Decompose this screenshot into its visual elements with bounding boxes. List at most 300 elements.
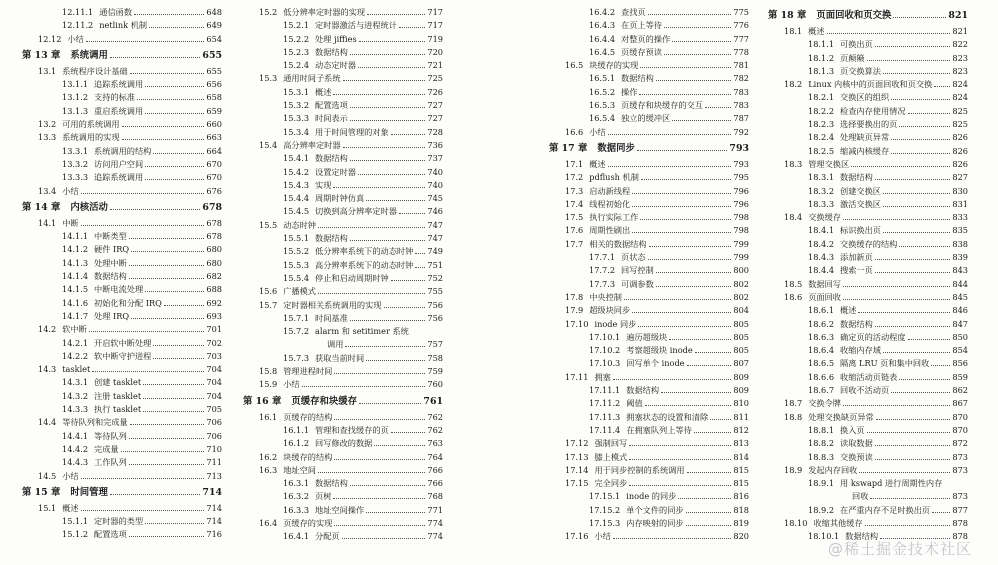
- toc-entry[interactable]: [22, 443, 222, 456]
- entry-number: 18.7: [784, 398, 803, 409]
- toc-entry[interactable]: [243, 504, 443, 517]
- page-number: 793: [733, 158, 749, 169]
- toc-entry[interactable]: [22, 363, 222, 376]
- entry-number: 15.4.5: [283, 206, 310, 217]
- entry-number: 18.8.1: [808, 424, 835, 435]
- toc-entry[interactable]: [768, 38, 968, 51]
- leader-dots: [367, 14, 425, 15]
- leader-dots: [649, 246, 732, 247]
- entry-number: 14.1.3: [62, 257, 89, 268]
- toc-entry[interactable]: [22, 470, 222, 483]
- entry-number: 18.4.4: [808, 265, 835, 276]
- entry-number: 16.2: [259, 451, 278, 462]
- toc-entry[interactable]: [768, 158, 968, 171]
- toc-entry[interactable]: [549, 238, 749, 251]
- entry-title: 超级块同步: [589, 305, 631, 316]
- toc-entry[interactable]: [22, 19, 222, 32]
- toc-entry[interactable]: [243, 411, 443, 424]
- toc-entry[interactable]: [549, 530, 749, 543]
- page-number: 740: [427, 166, 443, 177]
- toc-entry[interactable]: [243, 272, 443, 285]
- page-number: 838: [952, 238, 968, 249]
- toc-entry[interactable]: [549, 211, 749, 224]
- chapter-entry[interactable]: [768, 6, 968, 25]
- toc-entry[interactable]: [768, 278, 968, 291]
- leader-dots: [859, 472, 950, 473]
- page-number: 745: [427, 193, 443, 204]
- toc-entry[interactable]: [22, 131, 222, 144]
- toc-entry[interactable]: [243, 530, 443, 543]
- toc-entry[interactable]: [243, 86, 443, 99]
- page-number: 680: [206, 257, 222, 268]
- entry-number: 17.11: [565, 371, 589, 382]
- toc-entry[interactable]: [22, 416, 222, 429]
- toc-entry[interactable]: [549, 264, 749, 277]
- page-number: 816: [733, 491, 749, 502]
- entry-number: 第 16 章: [243, 395, 282, 407]
- entry-number: 第 18 章: [768, 10, 807, 21]
- leader-dots: [656, 286, 732, 287]
- leader-dots: [391, 134, 426, 135]
- entry-number: 15.5.3: [283, 259, 310, 270]
- entry-title: tasklet: [62, 364, 91, 375]
- toc-entry[interactable]: [22, 243, 222, 256]
- toc-entry[interactable]: [22, 456, 222, 469]
- toc-entry[interactable]: [22, 158, 222, 171]
- toc-entry[interactable]: [768, 25, 968, 38]
- toc-entry[interactable]: [22, 283, 222, 296]
- toc-entry[interactable]: [768, 464, 968, 477]
- toc-entry[interactable]: [549, 437, 749, 450]
- toc-entry[interactable]: [549, 251, 749, 264]
- toc-entry[interactable]: [243, 139, 443, 152]
- toc-entry[interactable]: [549, 59, 749, 72]
- entry-title: 选择要换出的页: [840, 119, 898, 130]
- toc-entry[interactable]: [243, 477, 443, 490]
- toc-entry[interactable]: [549, 278, 749, 291]
- toc-entry[interactable]: [243, 59, 443, 72]
- leader-dots: [867, 60, 951, 61]
- leader-dots: [705, 107, 731, 108]
- page-number: 714: [206, 502, 222, 513]
- toc-entry[interactable]: [768, 211, 968, 224]
- toc-entry[interactable]: [549, 198, 749, 211]
- page-number: 826: [952, 145, 968, 156]
- entry-title: 软中断: [62, 324, 87, 335]
- page-number: 798: [733, 225, 749, 236]
- toc-entry[interactable]: [768, 371, 968, 384]
- chapter-entry[interactable]: [22, 46, 222, 65]
- toc-entry[interactable]: [243, 6, 443, 19]
- toc-entry[interactable]: [549, 384, 749, 397]
- toc-entry[interactable]: [243, 166, 443, 179]
- entry-title: 搜索一页: [840, 265, 873, 276]
- toc-entry[interactable]: [22, 145, 222, 158]
- toc-entry[interactable]: [549, 504, 749, 517]
- toc-entry[interactable]: [22, 270, 222, 283]
- entry-number: 17.15: [565, 478, 589, 489]
- toc-entry[interactable]: [243, 259, 443, 272]
- toc-entry[interactable]: [549, 304, 749, 317]
- leader-dots: [875, 445, 951, 446]
- page-number: 800: [733, 265, 749, 276]
- toc-entry[interactable]: [549, 397, 749, 410]
- page-number: 740: [427, 179, 443, 190]
- toc-entry[interactable]: [22, 6, 222, 19]
- toc-entry[interactable]: [243, 325, 443, 338]
- toc-entry[interactable]: [243, 112, 443, 125]
- toc-entry[interactable]: [22, 297, 222, 310]
- leader-dots: [883, 232, 950, 233]
- toc-entry[interactable]: [22, 376, 222, 389]
- toc-entry[interactable]: [768, 304, 968, 317]
- toc-entry[interactable]: [549, 126, 749, 139]
- toc-entry[interactable]: [549, 331, 749, 344]
- toc-entry[interactable]: [22, 403, 222, 416]
- entry-title: 回写单个 inode: [626, 358, 685, 369]
- leader-dots: [143, 384, 204, 385]
- entry-number: 15.5: [259, 219, 278, 230]
- page-number: 660: [206, 119, 222, 130]
- chapter-entry[interactable]: [22, 198, 222, 217]
- toc-entry[interactable]: [549, 86, 749, 99]
- toc-entry[interactable]: [768, 424, 968, 437]
- toc-entry[interactable]: [549, 6, 749, 19]
- entry-number: 15.5.2: [283, 246, 310, 257]
- toc-entry[interactable]: [768, 384, 968, 397]
- toc-entry[interactable]: [22, 390, 222, 403]
- entry-title: 膝上模式: [594, 451, 628, 462]
- entry-number: 13.1: [38, 65, 57, 76]
- toc-entry[interactable]: [768, 437, 968, 450]
- toc-entry[interactable]: [243, 179, 443, 192]
- toc-entry[interactable]: [243, 72, 443, 85]
- page-number: 823: [952, 52, 968, 63]
- entry-title: 概述: [62, 502, 79, 513]
- toc-entry[interactable]: [243, 437, 443, 450]
- page-number: 737: [427, 153, 443, 164]
- toc-entry[interactable]: [22, 430, 222, 443]
- entry-title: 通用时间子系统: [283, 73, 341, 84]
- toc-entry[interactable]: [768, 105, 968, 118]
- toc-entry[interactable]: [243, 352, 443, 365]
- toc-entry[interactable]: [768, 65, 968, 78]
- toc-entry[interactable]: [22, 105, 222, 118]
- toc-entry[interactable]: [243, 338, 443, 351]
- entry-number: 18.9.2: [808, 504, 835, 515]
- entry-title: 执行 tasklet: [94, 404, 142, 415]
- toc-entry[interactable]: [243, 205, 443, 218]
- entry-number: 18.4: [784, 212, 803, 223]
- entry-title: 定时器激活与进程统计: [315, 20, 397, 31]
- leader-dots: [672, 41, 731, 42]
- toc-entry[interactable]: [243, 46, 443, 59]
- toc-entry[interactable]: [243, 33, 443, 46]
- toc-entry[interactable]: [768, 344, 968, 357]
- entry-title: 数据结构: [621, 73, 654, 84]
- entry-title: 回写修改的数据: [315, 438, 373, 449]
- toc-entry[interactable]: [243, 126, 443, 139]
- entry-number: 16.5.3: [589, 100, 616, 111]
- page-number: 805: [733, 331, 749, 342]
- toc-entry[interactable]: [768, 357, 968, 370]
- toc-entry[interactable]: [243, 365, 443, 378]
- page-number: 820: [733, 531, 749, 542]
- leader-dots: [865, 525, 951, 526]
- page-number: 751: [427, 259, 443, 270]
- entry-number: 15.1: [38, 502, 57, 513]
- entry-number: 17.10: [565, 318, 589, 329]
- leader-dots: [145, 86, 204, 87]
- entry-number: 17.12: [565, 438, 589, 449]
- entry-title: 可换出页: [840, 39, 873, 50]
- entry-title: 系统程序设计基础: [62, 65, 128, 76]
- toc-entry[interactable]: [22, 337, 222, 350]
- toc-entry[interactable]: [22, 91, 222, 104]
- toc-entry[interactable]: [768, 131, 968, 144]
- page-number: 802: [733, 278, 749, 289]
- entry-number: 第 14 章: [22, 201, 61, 213]
- toc-entry[interactable]: [22, 310, 222, 323]
- leader-dots: [695, 352, 732, 353]
- entry-title: 小结: [67, 33, 84, 44]
- leader-dots: [81, 478, 205, 479]
- toc-entry[interactable]: [549, 171, 749, 184]
- page-number: 798: [733, 212, 749, 223]
- entry-title: 设置定时器: [315, 166, 356, 177]
- toc-entry[interactable]: [549, 451, 749, 464]
- leader-dots: [110, 209, 201, 210]
- entry-title: 数据回写: [808, 278, 841, 289]
- toc-entry[interactable]: [768, 52, 968, 65]
- page-number: 811: [733, 411, 749, 422]
- leader-dots: [391, 280, 426, 281]
- toc-entry[interactable]: [768, 264, 968, 277]
- page-number: 839: [952, 252, 968, 263]
- entry-title: 地址空间: [283, 464, 316, 475]
- toc-entry[interactable]: [768, 517, 968, 530]
- toc-entry[interactable]: [768, 91, 968, 104]
- leader-dots: [656, 272, 732, 273]
- entry-title: 追踪系统调用: [94, 172, 144, 183]
- entry-title: 阈值: [626, 398, 643, 409]
- toc-entry[interactable]: [243, 312, 443, 325]
- toc-entry[interactable]: [549, 477, 749, 490]
- page-number: 819: [733, 517, 749, 528]
- chapter-entry[interactable]: [22, 483, 222, 502]
- toc-entry[interactable]: [549, 72, 749, 85]
- toc-entry[interactable]: [768, 171, 968, 184]
- entry-title: 完全同步: [594, 478, 628, 489]
- entry-title: 工作队列: [94, 457, 127, 468]
- page-number: 678: [202, 201, 222, 213]
- toc-entry[interactable]: [549, 411, 749, 424]
- toc-entry[interactable]: [22, 350, 222, 363]
- chapter-entry[interactable]: [549, 139, 749, 158]
- toc-entry[interactable]: [22, 257, 222, 270]
- toc-entry[interactable]: [549, 318, 749, 331]
- entry-title: 遍历超级块: [626, 331, 668, 342]
- toc-entry[interactable]: [22, 323, 222, 336]
- page-number: 867: [952, 398, 968, 409]
- leader-dots: [640, 219, 731, 220]
- entry-title: 激活交换区: [840, 198, 881, 209]
- page-number: 774: [427, 531, 443, 542]
- page-number: 807: [733, 358, 749, 369]
- leader-dots: [608, 166, 732, 167]
- toc-entry[interactable]: [22, 118, 222, 131]
- toc-entry[interactable]: [549, 224, 749, 237]
- page-number: 728: [427, 126, 443, 137]
- entry-title: inode 的同步: [626, 491, 677, 502]
- entry-title: 中断: [62, 217, 79, 228]
- entry-number: 17.14: [565, 464, 589, 475]
- toc-entry[interactable]: [243, 19, 443, 32]
- toc-entry[interactable]: [243, 152, 443, 165]
- entry-title: 数据结构: [315, 46, 348, 57]
- toc-entry[interactable]: [22, 230, 222, 243]
- toc-entry[interactable]: [549, 464, 749, 477]
- toc-entry[interactable]: [768, 291, 968, 304]
- toc-entry[interactable]: [243, 490, 443, 503]
- toc-entry[interactable]: [768, 411, 968, 424]
- page-number: 792: [733, 126, 749, 137]
- entry-number: 16.1: [259, 411, 278, 422]
- toc-entry[interactable]: [768, 504, 968, 517]
- toc-entry[interactable]: [768, 198, 968, 211]
- toc-entry[interactable]: [549, 112, 749, 125]
- toc-entry[interactable]: [243, 299, 443, 312]
- toc-entry[interactable]: [22, 502, 222, 515]
- toc-entry[interactable]: [22, 171, 222, 184]
- entry-number: 16.1.2: [283, 438, 310, 449]
- leader-dots: [661, 392, 731, 393]
- leader-dots: [883, 352, 950, 353]
- page-number: 799: [733, 238, 749, 249]
- entry-number: 18.6.2: [808, 318, 835, 329]
- leader-dots: [891, 392, 950, 393]
- toc-entry[interactable]: [768, 451, 968, 464]
- leader-dots: [122, 126, 205, 127]
- toc-entry[interactable]: [549, 424, 749, 437]
- toc-entry[interactable]: [22, 528, 222, 541]
- leader-dots: [343, 80, 426, 81]
- toc-entry[interactable]: [549, 517, 749, 530]
- toc-entry[interactable]: [22, 33, 222, 46]
- toc-entry[interactable]: [243, 517, 443, 530]
- toc-entry[interactable]: [768, 331, 968, 344]
- toc-entry[interactable]: [549, 357, 749, 370]
- entry-number: 12.11.1: [62, 7, 94, 17]
- toc-entry[interactable]: [768, 224, 968, 237]
- page-number: 870: [952, 411, 968, 422]
- toc-entry[interactable]: [768, 477, 968, 490]
- toc-entry[interactable]: [243, 464, 443, 477]
- toc-entry[interactable]: [768, 397, 968, 410]
- entry-number: 18.1.3: [808, 65, 835, 76]
- page-number: 809: [733, 385, 749, 396]
- page-number: 766: [427, 478, 443, 489]
- leader-dots: [632, 232, 731, 233]
- chapter-entry[interactable]: [243, 392, 443, 411]
- entry-title: 时间表示: [315, 113, 348, 124]
- toc-entry[interactable]: [243, 219, 443, 232]
- leader-dots: [374, 445, 425, 446]
- entry-number: 17.15.1: [589, 491, 621, 502]
- page-number: 815: [733, 478, 749, 489]
- toc-entry[interactable]: [549, 185, 749, 198]
- toc-entry[interactable]: [549, 344, 749, 357]
- leader-dots: [893, 17, 946, 18]
- toc-entry[interactable]: [768, 185, 968, 198]
- entry-title: 低分辨率定时器的实现: [283, 7, 366, 17]
- entry-title: 创建交换区: [840, 185, 881, 196]
- entry-title: 低分辨率系统下的动态时钟: [315, 246, 414, 257]
- toc-entry[interactable]: [768, 490, 968, 503]
- toc-entry[interactable]: [243, 424, 443, 437]
- leader-dots: [145, 523, 204, 524]
- toc-entry[interactable]: [22, 217, 222, 230]
- toc-entry[interactable]: [768, 118, 968, 131]
- toc-entry[interactable]: [768, 145, 968, 158]
- page-number: 846: [952, 305, 968, 316]
- entry-title: 地址空间操作: [315, 504, 365, 515]
- entry-number: 16.4.4: [589, 33, 616, 44]
- entry-number: 15.5.4: [283, 272, 310, 283]
- toc-entry[interactable]: [549, 490, 749, 503]
- entry-title: 检查内存使用情况: [840, 105, 906, 116]
- leader-dots: [669, 339, 731, 340]
- entry-title: 小结: [62, 185, 79, 196]
- toc-entry[interactable]: [22, 515, 222, 528]
- entry-title: 广播模式: [283, 286, 316, 297]
- toc-entry[interactable]: [22, 78, 222, 91]
- toc-entry[interactable]: [243, 285, 443, 298]
- toc-column-2: [243, 6, 443, 544]
- toc-entry[interactable]: [549, 99, 749, 112]
- page-number: 670: [206, 172, 222, 183]
- page-number: 823: [952, 65, 968, 76]
- entry-title: 小结: [589, 126, 606, 137]
- toc-entry[interactable]: [243, 245, 443, 258]
- toc-entry[interactable]: [22, 185, 222, 198]
- toc-entry[interactable]: [243, 192, 443, 205]
- entry-title: 页交换算法: [840, 65, 881, 76]
- toc-entry[interactable]: [549, 33, 749, 46]
- toc-entry[interactable]: [549, 19, 749, 32]
- toc-entry[interactable]: [768, 78, 968, 91]
- leader-dots: [687, 472, 732, 473]
- page-number: 713: [206, 470, 222, 481]
- toc-entry[interactable]: [549, 291, 749, 304]
- entry-title: 重启系统调用: [94, 105, 144, 116]
- toc-entry[interactable]: [549, 158, 749, 171]
- page-number: 762: [427, 411, 443, 422]
- toc-entry[interactable]: [549, 371, 749, 384]
- toc-entry[interactable]: [768, 251, 968, 264]
- entry-number: 第 17 章: [549, 142, 588, 154]
- leader-dots: [92, 371, 204, 372]
- toc-entry[interactable]: [243, 378, 443, 391]
- toc-entry[interactable]: [243, 232, 443, 245]
- toc-entry[interactable]: [768, 238, 968, 251]
- toc-entry[interactable]: [243, 451, 443, 464]
- toc-entry[interactable]: [243, 99, 443, 112]
- toc-entry[interactable]: [768, 318, 968, 331]
- toc-entry[interactable]: [549, 46, 749, 59]
- page-number: 787: [733, 113, 749, 124]
- toc-entry[interactable]: [22, 65, 222, 78]
